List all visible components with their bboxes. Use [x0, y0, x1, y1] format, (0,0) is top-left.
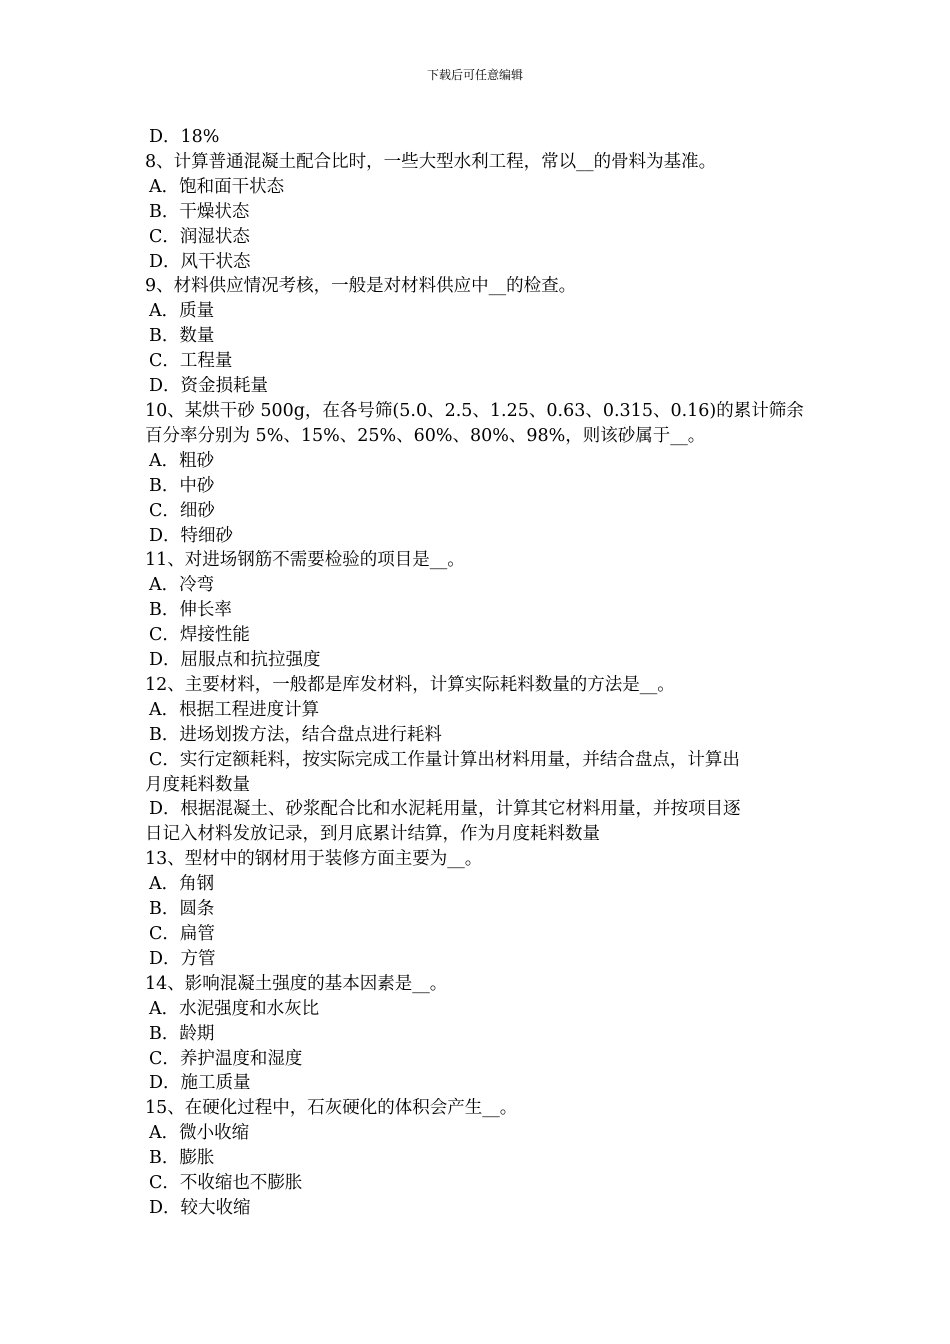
exam-content — [145, 125, 810, 1221]
answer-option: A．根据工程进度计算 — [149, 699, 320, 720]
question-text: 15、在硬化过程中，石灰硬化的体积会产生__。 — [145, 1098, 518, 1119]
answer-option: A．角钢 — [149, 874, 215, 895]
answer-option: D．根据混凝土、砂浆配合比和水泥耗用量，计算其它材料用量，并按项目逐 — [149, 799, 741, 820]
question-text: 9、材料供应情况考核，一般是对材料供应中__的检查。 — [145, 276, 577, 297]
answer-option: D．资金损耗量 — [149, 376, 269, 397]
answer-option: C．扁管 — [149, 924, 215, 944]
question-text: 14、影响混凝土强度的基本因素是__。 — [145, 973, 448, 994]
question-text: 8、计算普通混凝土配合比时，一些大型水利工程，常以__的骨料为基准。 — [145, 151, 717, 172]
answer-option: B．膨胀 — [149, 1148, 215, 1169]
answer-option: D．施工质量 — [149, 1073, 251, 1094]
answer-option: B．进场划拨方法，结合盘点进行耗料 — [149, 724, 442, 745]
answer-option: A．粗砂 — [149, 450, 215, 471]
answer-option: D．方管 — [149, 948, 216, 969]
answer-option: A．微小收缩 — [149, 1123, 250, 1144]
answer-option: B．中砂 — [149, 475, 215, 496]
answer-option: D．特细砂 — [149, 525, 234, 546]
answer-option: C．工程量 — [149, 351, 233, 372]
question-text: 10、某烘干砂 500g，在各号筛(5.0、2.5、1.25、0.63、0.315、0.16)的累计筛余 — [145, 400, 804, 421]
answer-option: C．实行定额耗料，按实际完成工作量计算出材料用量，并结合盘点，计算出 — [149, 749, 740, 770]
answer-option: A．饱和面干状态 — [149, 176, 285, 197]
answer-option: B．龄期 — [149, 1023, 215, 1044]
answer-option: C．不收缩也不膨胀 — [149, 1173, 303, 1194]
answer-option: D．风干状态 — [149, 251, 251, 272]
answer-option: A．冷弯 — [149, 575, 215, 596]
question-text: 12、主要材料，一般都是库发材料，计算实际耗料数量的方法是__。 — [145, 674, 675, 695]
page-header: 下载后可任意编辑 — [426, 68, 523, 82]
answer-option: C．润湿状态 — [149, 226, 250, 247]
question-text: 13、型材中的钢材用于装修方面主要为__。 — [145, 849, 483, 870]
answer-option: B．干燥状态 — [149, 201, 250, 222]
question-text: 日记入材料发放记录，到月底累计结算，作为月度耗料数量 — [145, 824, 600, 845]
answer-option: C．养护温度和湿度 — [149, 1048, 303, 1069]
answer-option: C．细砂 — [149, 500, 215, 521]
answer-option: D．18% — [149, 127, 220, 147]
answer-option: A．水泥强度和水灰比 — [149, 998, 320, 1019]
answer-option: D．屈服点和抗拉强度 — [149, 650, 321, 671]
answer-option: B．数量 — [149, 326, 215, 347]
answer-option: B．伸长率 — [149, 600, 232, 621]
question-text: 11、对进场钢筋不需要检验的项目是__。 — [145, 550, 465, 571]
answer-option: B．圆条 — [149, 899, 215, 920]
question-text: 百分率分别为 5%、15%、25%、60%、80%、98%，则该砂属于__。 — [145, 425, 706, 446]
answer-option: D．较大收缩 — [149, 1197, 251, 1218]
answer-option: C．焊接性能 — [149, 625, 250, 646]
question-text: 月度耗料数量 — [145, 774, 250, 795]
answer-option: A．质量 — [149, 301, 215, 322]
